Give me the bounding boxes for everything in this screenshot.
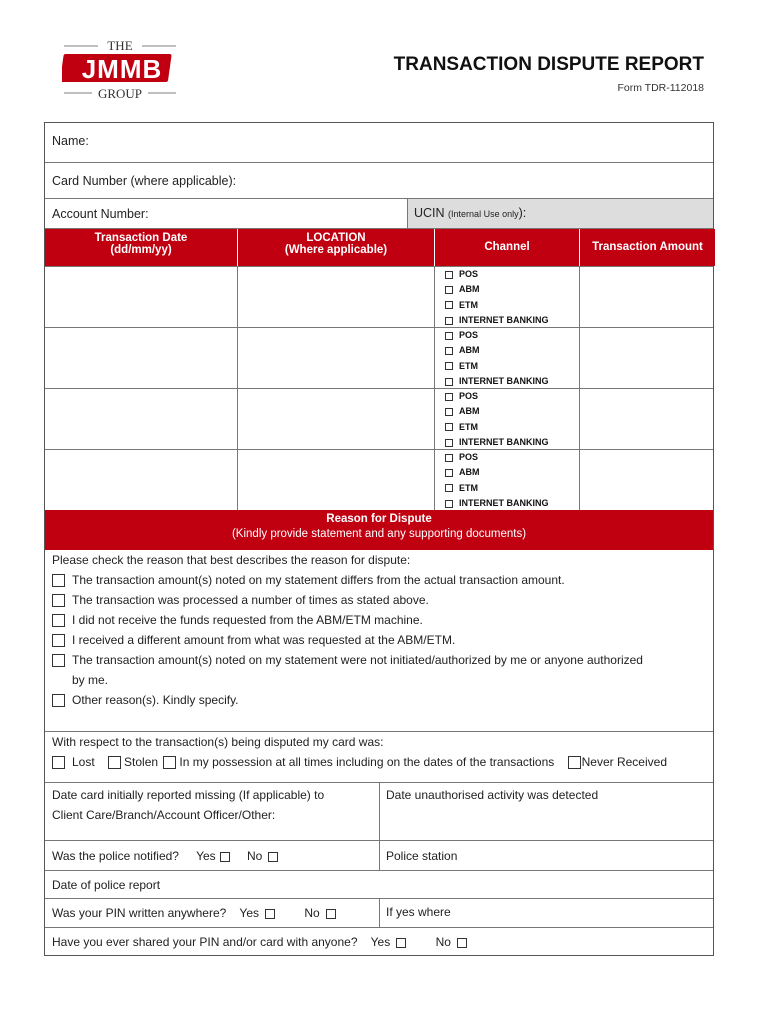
channel-checkbox[interactable] <box>445 271 453 279</box>
channel-label: INTERNET BANKING <box>459 497 549 508</box>
col-header-date <box>45 229 237 266</box>
channel-label: ETM <box>459 360 478 371</box>
col-header-channel: Channel <box>435 229 579 266</box>
reason-section <box>45 550 713 732</box>
ucin-suffix: ): <box>518 206 527 220</box>
channel-option[interactable] <box>445 359 478 374</box>
police-notified-row <box>45 841 713 871</box>
pin-yes-label: Yes <box>239 906 259 920</box>
channel-checkbox[interactable] <box>445 286 453 294</box>
reason-option-6[interactable]: Other reason(s). Kindly specify. <box>52 690 239 710</box>
col-location-line2: (Where applicable) <box>284 244 388 256</box>
channel-checkbox[interactable] <box>445 469 453 477</box>
logo-top-text: THE <box>107 38 133 53</box>
shared-yes-label: Yes <box>370 935 391 949</box>
company-logo <box>62 38 178 104</box>
channel-checkbox[interactable] <box>445 378 453 386</box>
possession-label: In my possession at all times including on the dates of the transactions <box>179 755 555 769</box>
pin-written-label: Was your PIN written anywhere? <box>52 906 227 920</box>
shared-no-checkbox[interactable] <box>457 938 467 948</box>
channel-label: ABM <box>459 467 480 478</box>
name-row[interactable] <box>45 123 713 163</box>
channel-option[interactable] <box>445 374 549 389</box>
pin-shared-label: Have you ever shared your PIN and/or card with anyone? <box>52 935 358 949</box>
reason-1-checkbox[interactable] <box>52 574 65 587</box>
pin-no-checkbox[interactable] <box>326 909 336 919</box>
card-status-intro: With respect to the transaction(s) being disputed my card was: <box>52 735 384 749</box>
dispute-form <box>44 122 714 956</box>
police-report-row[interactable] <box>45 871 713 899</box>
stolen-checkbox[interactable] <box>108 756 121 769</box>
channel-option[interactable] <box>445 435 549 450</box>
channel-checkbox[interactable] <box>445 317 453 325</box>
lost-label: Lost <box>72 755 95 769</box>
channel-option[interactable] <box>445 496 549 511</box>
channel-label: ABM <box>459 406 480 417</box>
channel-option[interactable] <box>445 450 478 465</box>
channel-option[interactable] <box>445 343 480 358</box>
reason-option-4[interactable]: I received a different amount from what was requested at the ABM/ETM. <box>52 630 455 650</box>
channel-option[interactable] <box>445 313 549 328</box>
col-date-line2: (dd/mm/yy) <box>110 244 172 256</box>
channel-label: POS <box>459 452 479 462</box>
channel-checkbox[interactable] <box>445 393 453 401</box>
col-header-location <box>238 229 434 266</box>
never-received-label: Never Received <box>581 755 667 769</box>
reason-4-checkbox[interactable] <box>52 634 65 647</box>
police-no-checkbox[interactable] <box>268 852 278 862</box>
reason-option-5-cont: by me. <box>72 673 109 687</box>
if-yes-cell[interactable] <box>379 899 713 927</box>
channel-option[interactable] <box>445 465 480 480</box>
channel-option[interactable] <box>445 389 478 404</box>
ucin-cell <box>407 199 713 228</box>
police-station-cell[interactable] <box>379 841 713 870</box>
reason-option-3[interactable]: I did not receive the funds requested from the ABM/ETM machine. <box>52 610 423 630</box>
police-yes-label: Yes <box>196 849 216 863</box>
police-station-label: Police station <box>386 849 458 863</box>
form-number: Form TDR-112018 <box>617 82 704 94</box>
ucin-label: UCIN <box>414 206 445 220</box>
channel-checkbox[interactable] <box>445 362 453 370</box>
channel-label: ETM <box>459 421 478 432</box>
pin-shared-row <box>45 928 713 956</box>
police-yes-checkbox[interactable] <box>220 852 230 862</box>
card-number-label: Card Number (where applicable): <box>52 174 237 188</box>
unauthorised-label: Date unauthorised activity was detected <box>386 788 599 802</box>
channel-option[interactable] <box>445 282 480 297</box>
pin-no-label: No <box>304 906 320 920</box>
channel-checkbox[interactable] <box>445 301 453 309</box>
reason-2-checkbox[interactable] <box>52 594 65 607</box>
never-received-checkbox[interactable] <box>568 756 581 769</box>
channel-option[interactable] <box>445 420 478 435</box>
card-number-row[interactable] <box>45 163 713 199</box>
channel-label: POS <box>459 269 479 279</box>
channel-label: POS <box>459 391 479 401</box>
possession-checkbox[interactable] <box>163 756 176 769</box>
card-status-section <box>45 732 713 783</box>
police-report-label: Date of police report <box>52 878 161 892</box>
channel-checkbox[interactable] <box>445 500 453 508</box>
ucin-note: (Internal Use only <box>448 209 519 219</box>
reason-header-title: Reason for Dispute <box>326 513 432 525</box>
channel-option[interactable] <box>445 404 480 419</box>
channel-checkbox[interactable] <box>445 454 453 462</box>
channel-option[interactable] <box>445 328 478 343</box>
reported-missing-line1: Date card initially reported missing (If applicable) to <box>52 788 325 802</box>
pin-written-row <box>45 899 713 928</box>
channel-label: INTERNET BANKING <box>459 375 549 386</box>
channel-option[interactable] <box>445 481 478 496</box>
col-location-line1: LOCATION <box>306 232 366 244</box>
reason-option-5[interactable]: The transaction amount(s) noted on my statement were not initiated/authorized by me or anyone authorized <box>52 650 643 670</box>
logo-bottom-text: GROUP <box>97 86 143 101</box>
channel-label: INTERNET BANKING <box>459 436 549 447</box>
channel-label: ETM <box>459 482 478 493</box>
col-header-amount: Transaction Amount <box>580 229 715 266</box>
logo-brand-text: JMMB <box>81 54 163 84</box>
page-title: TRANSACTION DISPUTE REPORT <box>393 54 704 75</box>
reason-option-1[interactable]: The transaction amount(s) noted on my statement differs from the actual transaction amount. <box>52 570 565 590</box>
channel-checkbox[interactable] <box>445 332 453 340</box>
channel-checkbox[interactable] <box>445 484 453 492</box>
channel-checkbox[interactable] <box>445 408 453 416</box>
channel-label: ABM <box>459 345 480 356</box>
pin-yes-checkbox[interactable] <box>265 909 275 919</box>
shared-yes-checkbox[interactable] <box>396 938 406 948</box>
unauthorised-cell[interactable] <box>379 783 713 840</box>
channel-label: ETM <box>459 299 478 310</box>
reason-intro: Please check the reason that best describes the reason for dispute: <box>52 553 411 567</box>
col-date-line1: Transaction Date <box>94 232 188 244</box>
channel-label: INTERNET BANKING <box>459 314 549 325</box>
channel-option[interactable] <box>445 298 478 313</box>
lost-checkbox[interactable] <box>52 756 65 769</box>
shared-no-label: No <box>435 935 451 949</box>
jmmb-logo-icon <box>62 38 178 104</box>
police-no-label: No <box>247 849 263 863</box>
if-yes-label: If yes where <box>386 905 451 919</box>
channel-label: ABM <box>459 284 480 295</box>
reason-header <box>45 510 713 550</box>
reported-row <box>45 783 713 841</box>
channel-label: POS <box>459 330 479 340</box>
channel-checkbox[interactable] <box>445 439 453 447</box>
account-row <box>45 199 713 229</box>
channel-option[interactable] <box>445 267 478 282</box>
channel-checkbox[interactable] <box>445 347 453 355</box>
reason-option-2[interactable]: The transaction was processed a number of times as stated above. <box>52 590 429 610</box>
reason-3-checkbox[interactable] <box>52 614 65 627</box>
account-number-label: Account Number: <box>52 207 149 221</box>
stolen-label: Stolen <box>124 755 159 769</box>
reason-header-note: (Kindly provide statement and any supporting documents) <box>231 528 527 540</box>
channel-checkbox[interactable] <box>445 423 453 431</box>
reason-6-checkbox[interactable] <box>52 694 65 707</box>
name-label: Name: <box>52 134 89 148</box>
police-notified-label: Was the police notified? <box>52 849 179 863</box>
reported-missing-line2: Client Care/Branch/Account Officer/Other: <box>52 808 276 822</box>
reason-5-checkbox[interactable] <box>52 654 65 667</box>
